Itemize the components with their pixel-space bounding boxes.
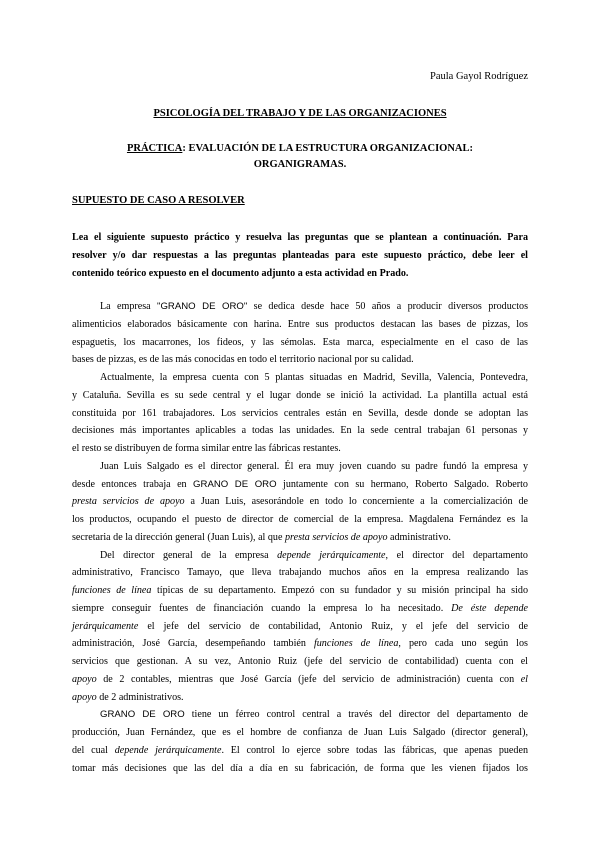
paragraph-line: administrativo, Francisco Tamayo, que lleva trabajando muchos años en la empresa realizando las [72,567,528,579]
text-run: siempre conseguir fuentes de financiación cuando la empresa lo ha necesitado. [72,602,452,614]
paragraph-line: el resto se distribuyen de forma similar entre las fábricas restantes. [72,443,341,454]
instructions-line: Lea el siguiente supuesto práctico y resuelva las preguntas que se plantean a continuación. Para [72,232,528,243]
paragraph-line [72,635,528,653]
practice-label: PRÁCTICA [126,143,183,154]
text-run: del cual [72,744,115,756]
text-run: juntamente con su hermano, Roberto Salgado. Roberto [276,478,528,490]
company-name: GRANO DE ORO [193,478,277,490]
emphasis-text: apoyo [72,673,97,685]
practice-title-line2: ORGANIGRAMAS. [253,159,347,170]
text-run: administrativo. [387,531,451,543]
text-run: La empresa [100,301,158,312]
paragraph-line [72,742,528,760]
paragraph-line: decisiones más importantes aplicables a todas las unidades. En la sede central trabajan 61 personas y [72,425,528,437]
instructions [72,230,528,283]
text-run: a Juan Luis, asesorándole en todo lo concerniente a la comercialización de [184,496,528,508]
paragraph-line [72,529,528,547]
case-body [72,298,528,777]
paragraph-line: Actualmente, la empresa cuenta con 5 plantas situadas en Madrid, Sevilla, Valencia, Pontevedra, [100,372,528,383]
text-run: de 2 administrativos. [96,691,184,703]
text-run: . El control lo ejerce sobre todas las fábricas, que apenas pueden [221,744,528,756]
paragraph-line [72,298,528,316]
instructions-line: contenido teórico expuesto en el documento adjunto a esta actividad en Prado. [72,267,409,279]
emphasis-text: depende jerárquicamente [114,744,222,756]
text-run: desde entonces trabaja en [72,478,194,490]
paragraph-line: tomar más decisiones que las del día a día en su fabricación, de forma que les vienen fijados los [72,762,528,774]
paragraph-line [72,476,528,494]
author-name: Paula Gayol Rodríguez [430,71,528,82]
text-run: se dedica desde hace 50 años a producir diversos productos [247,301,528,312]
paragraph-line: producción, Juan Fernández, que es el hombre de confianza de Juan Luis Salgado (director general), [72,727,528,738]
emphasis-text: funciones de línea [313,638,399,650]
text-run: el jefe del servicio de contabilidad, Antonio Ruiz, y el jefe del servicio de [138,620,528,632]
company-name: GRANO DE ORO [100,709,185,721]
paragraph-line: Juan Luis Salgado es el director general. Él era muy joven cuando su padre fundó la empresa y [100,460,528,472]
text-run: Del director general de la empresa [100,549,278,561]
text-run: , pero cada uno según los [398,638,528,650]
paragraph-line [72,706,528,724]
text-run: administración, José García, desempeñando también [72,638,314,650]
paragraph-line: los productos, ocupando el puesto de director de comercial de la empresa. Magdalena Fernández es la [72,514,528,525]
paragraph-line: servicios que gestionan. A su vez, Antonio Ruiz (jefe del servicio de contabilidad) cuenta con el [72,656,528,667]
text-run: típicas de su departamento. Empezó con su fundador y su misión principal ha sido [151,585,528,596]
emphasis-text: presta servicios de apoyo [284,531,388,543]
paragraph-line: espaguetis, los macarrones, los fideos, y las sémolas. Esta marca, especialmente en el caso de las [72,336,528,348]
paragraph-line: bases de pizzas, es de las más conocidas en todo el territorio nacional por su calidad. [72,354,414,366]
paragraph-line [72,493,528,511]
emphasis-text: funciones de línea [72,585,152,596]
paragraph-line [72,618,528,636]
emphasis-text: jerárquicamente [72,620,139,632]
emphasis-text: el [520,673,528,685]
emphasis-text: apoyo [72,691,97,703]
section-heading: SUPUESTO DE CASO A RESOLVER [72,195,245,206]
paragraph-line: y Cataluña. Sevilla es su sede central y el lugar donde se inició la actividad. La plantilla actual está [72,389,528,401]
text-run: , el director del departamento [385,549,528,561]
paragraph-line: constituida por 161 trabajadores. Los servicios centrales están en Sevilla, desde donde se adoptan las [72,407,528,419]
company-name: "GRANO DE ORO" [157,301,248,312]
paragraph-line [72,600,528,618]
text-run: tiene un férreo control central a través del director del departamento de [184,709,528,721]
text-run: de 2 contables, mientras que José García (jefe del servicio de administración) cuenta con [96,673,521,685]
paragraph-line [72,547,528,565]
text-run: secretaria de la dirección general (Juan Luis), al que [72,531,285,543]
emphasis-text: depende jerárquicamente [277,549,386,561]
instructions-line: resolver y/o dar respuestas a las preguntas planteadas para este supuesto práctico, debe leer el [72,249,528,261]
emphasis-text: De éste depende [451,602,528,614]
paragraph-line [72,689,528,707]
paragraph-line: alimenticios elaborados básicamente con harina. Entre sus productos destacan las bases de pizzas, los [72,318,528,330]
emphasis-text: presta servicios de apoyo [72,496,185,508]
course-title: PSICOLOGÍA DEL TRABAJO Y DE LAS ORGANIZACIONES [153,108,447,119]
practice-title [72,141,528,173]
paragraph-line [72,582,528,600]
paragraph-line [72,671,528,689]
practice-title-line1: : EVALUACIÓN DE LA ESTRUCTURA ORGANIZACIONAL: [182,143,474,154]
